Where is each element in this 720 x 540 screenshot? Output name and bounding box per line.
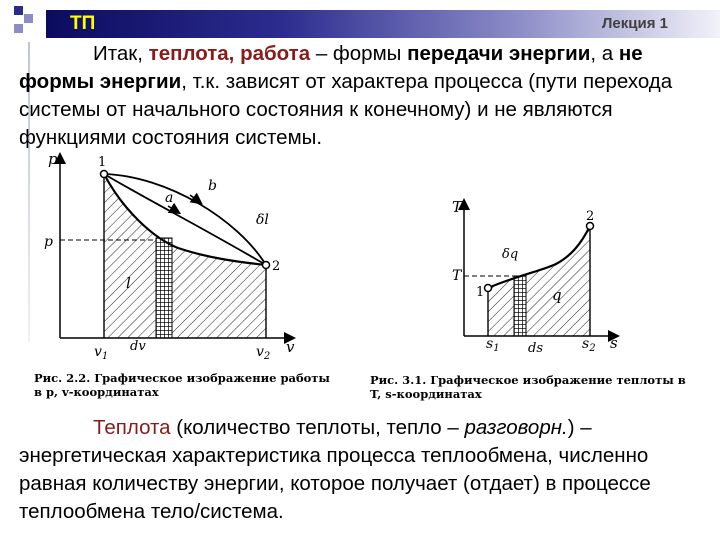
pv-diagram-svg [28, 150, 348, 410]
fig1-caption-line1: Рис. 2.2. Графическое изображение работы [34, 371, 330, 385]
v2-label: $v_2$ [256, 344, 271, 362]
para1-text-3: , а [590, 42, 619, 65]
dq-label: δq [502, 247, 519, 262]
header-square-1 [14, 6, 23, 15]
ds-label: ds [528, 341, 543, 356]
header-square-3 [14, 24, 23, 33]
point-2-label: 2 [272, 259, 281, 274]
point-2-label: 2 [586, 209, 595, 224]
s1-label: $s_1$ [486, 336, 500, 354]
point-1 [101, 171, 108, 178]
para2-heat-term: Теплота [93, 416, 171, 439]
v1-label: $v_1$ [94, 344, 109, 362]
work-area [104, 174, 266, 338]
heat-label: q [552, 286, 562, 304]
fig2-caption-line2: T, s-координатах [370, 387, 482, 401]
point-1 [485, 285, 492, 292]
fig1-caption-line2: в p, v-координатах [34, 385, 159, 399]
para1-energy-transfer: передачи энергии [407, 42, 591, 65]
para2-text-1: (количество теплоты, тепло – [170, 416, 465, 439]
T-level-label: T [452, 268, 462, 284]
header-square-2 [24, 14, 33, 23]
work-label: l [126, 274, 131, 292]
paragraph-intro [19, 40, 709, 152]
dv-label: dv [130, 339, 146, 354]
paragraph-heat-definition [19, 414, 709, 526]
para2-colloquial: разговорн. [464, 416, 568, 439]
slide-header [0, 0, 720, 42]
curve-a-label: a [165, 190, 174, 206]
para1-text-1: Итак, [93, 42, 149, 65]
para1-not-energy: не формы энергии [19, 42, 643, 93]
point-1-label: 1 [476, 285, 485, 300]
p-axis-label: p [48, 150, 58, 168]
dv-strip [156, 238, 172, 338]
para1-heat-work: теплота, работа [148, 42, 311, 65]
curve-b-label: b [208, 178, 217, 194]
s-axis-label: s [610, 334, 618, 352]
para1-text-4: , т.к. зависят от характера процесса (пути перехода системы от начального состояния к конечному) и не являются функциями состояния системы. [19, 70, 673, 149]
v-axis-label: v [286, 338, 295, 356]
s2-label: $s_2$ [582, 336, 596, 354]
figure-ts-diagram [366, 196, 706, 406]
figure-pv-diagram [28, 150, 348, 410]
dl-label: δl [256, 212, 269, 228]
slide-title: ТП [70, 13, 96, 34]
point-2 [263, 262, 270, 269]
T-axis-label: T [452, 198, 463, 216]
ds-strip [514, 276, 526, 336]
para2-text-2: ) – энергетическая характеристика процесса теплообмена, численно равная количеству энергии, которое получает (отдает) в процессе теплообмена тело/система. [19, 416, 651, 523]
ts-diagram-svg [366, 196, 706, 406]
lecture-label: Лекция 1 [601, 15, 668, 32]
fig2-caption-line1: Рис. 3.1. Графическое изображение теплоты в [370, 373, 686, 387]
p-level-label: p [44, 234, 53, 250]
point-1-label: 1 [98, 155, 107, 170]
para1-text-2: – формы [310, 42, 408, 65]
